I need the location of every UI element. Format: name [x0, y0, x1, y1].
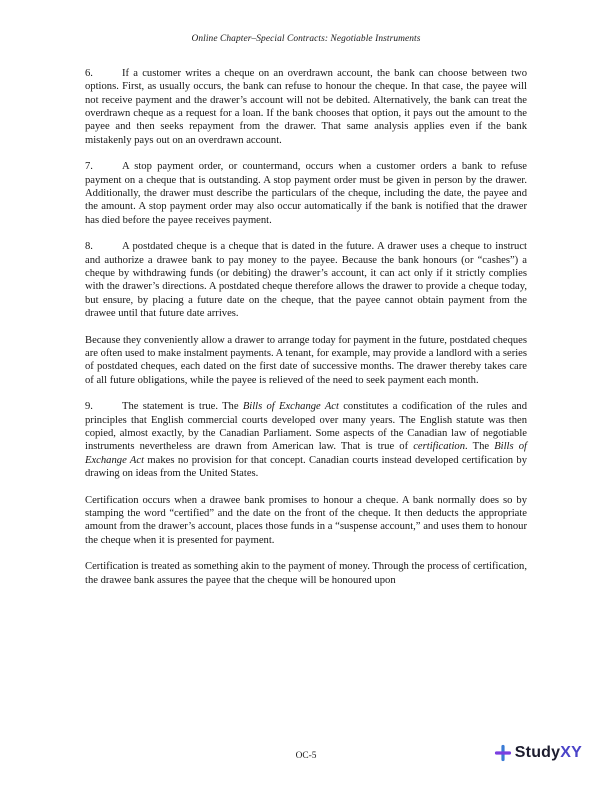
page-number: OC-5 — [295, 751, 317, 761]
paragraph-7: 7. A stop payment order, or countermand, occurs when a customer orders a bank to refuse payment on a cheque that is outstanding. A stop payment order must be given in person by the drawer. Additionally, the drawer must describe the particulars of the cheque, including the date, the payee and the amount. A stop payment order may also occur automatically if the bank is notified that the drawer has died before the payee receives payment. — [85, 161, 527, 226]
paragraph-8: 8. A postdated cheque is a cheque that is dated in the future. A drawer uses a cheque to instruct and authorize a drawee bank to pay money to the payee. Because the bank honours (or “cashes”) a cheque by withdrawing funds (or debiting) the drawer’s account, it can act only if it strictly complies with the drawer’s directions. A postdated cheque therefore allows the drawer to provide a cheque today, but ensure, by placing a future date on the cheque, that the payee cannot obtain payment from the drawee until that future date arrives. — [85, 241, 527, 320]
plus-icon — [494, 744, 512, 762]
page-content — [85, 67, 527, 600]
brand-text-xy: XY — [560, 744, 582, 761]
paragraph-9-continued-2: Certification is treated as something akin to the payment of money. Through the process of certification, the drawee bank assures the payee that the cheque will be honoured upon — [85, 561, 527, 586]
running-header: Online Chapter–Special Contracts: Negotiable Instruments — [191, 34, 421, 44]
paragraph-9-continued: Certification occurs when a drawee bank promises to honour a cheque. A bank normally does so by stamping the word “certified” and the date on the front of the cheque. It then deducts the appropriate amount from the drawer’s account, places those funds in a “suspense account,” and uses them to honour the cheque when it is presented for payment. — [85, 494, 527, 546]
paragraph-9: 9. The statement is true. The Bills of Exchange Act constitutes a codification of the rules and principles that English commercial courts developed over many years. The English statute was then copied, almost exactly, by the Canadian Parliament. Some aspects of the Canadian law of negotiable instruments nevertheless are drawn from American law. That is true of certification. The Bills of Exchange Act makes no provision for that concept. Canadian courts instead developed certification by drawing on ideas from the United States. — [85, 401, 527, 480]
paragraph-8-continued: Because they conveniently allow a drawer to arrange today for payment in the future, postdated cheques are often used to make instalment payments. A tenant, for example, may provide a landlord with a series of postdated cheques, each dated on the first date of successive months. The drawer thereby takes care of all future obligations, while the payee is relieved of the need to seek payment each month. — [85, 334, 527, 386]
studyxy-logo — [494, 744, 582, 762]
paragraph-6: 6. If a customer writes a cheque on an overdrawn account, the bank can choose between two options. First, as usually occurs, the bank can refuse to honour the cheque. In that case, the payee will not receive payment and the drawer’s account will not be debited. Alternatively, the bank can treat the overdrawn cheque as a request for a loan. If the bank chooses that option, it pays out the amount to the payee and then seeks repayment from the drawer. That same analysis applies even if the bank mistakenly pays out on an overdrawn account. — [85, 68, 527, 146]
brand-text-study: Study — [514, 744, 561, 761]
